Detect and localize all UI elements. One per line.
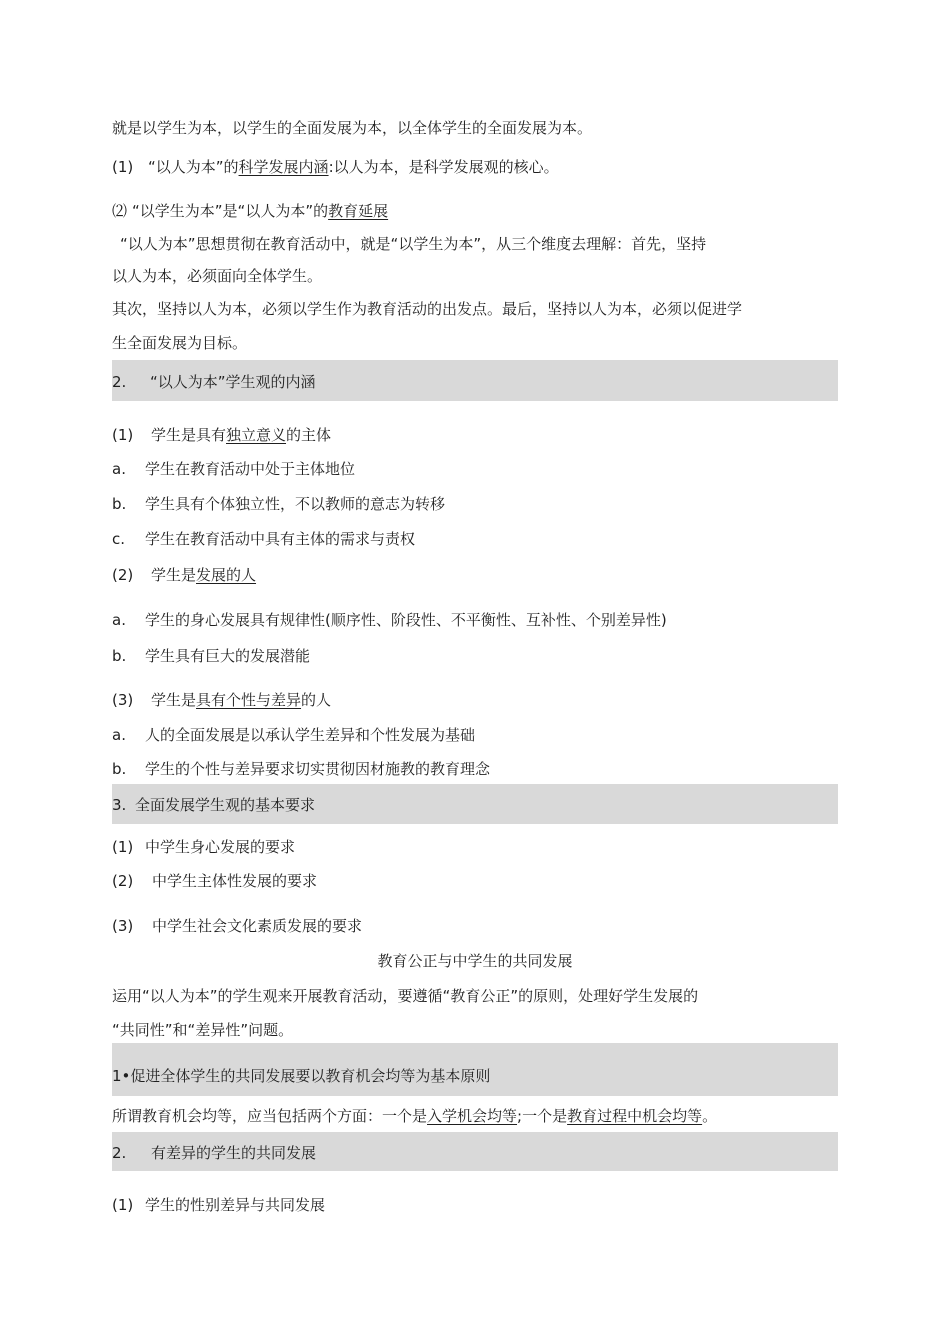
item-education-extension: ⑵ “以学生为本”是“以人为本”的教育延展 (112, 202, 389, 220)
underlined-term: 教育过程中机会均等 (567, 1107, 703, 1125)
underlined-term: 教育延展 (328, 202, 389, 220)
item-letter: a. (112, 460, 126, 478)
section-heading-band (112, 1043, 838, 1096)
list-item: (1) 中学生身心发展的要求 (112, 838, 296, 856)
section-heading: 2. “以人为本”学生观的内涵 (112, 373, 316, 391)
item-number: (2) (112, 566, 134, 584)
list-item: (3) 中学生社会文化素质发展的要求 (112, 917, 363, 935)
item-number: (3) (112, 691, 134, 709)
list-item: a. 人的全面发展是以承认学生差异和个性发展为基础 (112, 726, 476, 744)
list-item: a. 学生在教育活动中处于主体地位 (112, 460, 356, 478)
list-item: (2) 中学生主体性发展的要求 (112, 872, 318, 890)
underlined-term: 入学机会均等 (427, 1107, 518, 1125)
item-number: (2) (112, 872, 134, 890)
paragraph-line: 以人为本，必须面向全体学生。 (112, 267, 323, 285)
section-heading-band (112, 360, 838, 401)
list-item: (1) 学生的性别差异与共同发展 (112, 1196, 326, 1214)
item-letter: b. (112, 647, 127, 665)
paragraph-line: “以人为本”思想贯彻在教育活动中，就是“以学生为本”，从三个维度去理解：首先，坚持 (120, 235, 707, 253)
section-heading-band (112, 784, 838, 824)
item-number: (1) (112, 158, 134, 176)
section-title: 教育公正与中学生的共同发展 (377, 952, 573, 970)
paragraph-line: 运用“以人为本”的学生观来开展教育活动，要遵循“教育公正”的原则，处理好学生发展的 (112, 987, 699, 1005)
heading-number: 2. (112, 1144, 127, 1162)
list-item: b. 学生具有巨大的发展潜能 (112, 647, 311, 665)
item-science-development: (1) “以人为本”的科学发展内涵:以人为本，是科学发展观的核心。 (112, 158, 559, 176)
list-item: (3) 学生是具有个性与差异的人 (112, 691, 332, 709)
item-number: ⑵ (112, 202, 128, 220)
item-letter: b. (112, 495, 127, 513)
paragraph-line: 生全面发展为目标。 (112, 334, 248, 352)
list-item: a. 学生的身心发展具有规律性(顺序性、阶段性、不平衡性、互补性、个别差异性) (112, 611, 667, 629)
heading-number: 3. (112, 796, 127, 814)
list-item: b. 学生的个性与差异要求切实贯彻因材施教的教育理念 (112, 760, 491, 778)
item-letter: a. (112, 726, 126, 744)
underlined-term: 独立意义 (226, 426, 287, 444)
section-heading: 1•促进全体学生的共同发展要以教育机会均等为基本原则 (112, 1067, 491, 1085)
item-number: (1) (112, 426, 134, 444)
underlined-term: 发展的人 (196, 566, 257, 584)
section-heading: 3. 全面发展学生观的基本要求 (112, 796, 316, 814)
intro-line: 就是以学生为本，以学生的全面发展为本，以全体学生的全面发展为本。 (112, 119, 593, 137)
list-item: c. 学生在教育活动中具有主体的需求与责权 (112, 530, 416, 548)
paragraph-line: 所谓教育机会均等，应当包括两个方面：一个是入学机会均等;一个是教育过程中机会均等。 (112, 1107, 718, 1125)
list-item: (1) 学生是具有独立意义的主体 (112, 426, 332, 444)
item-letter: c. (112, 530, 126, 548)
underlined-term: 科学发展内涵 (238, 158, 329, 176)
section-heading: 2. 有差异的学生的共同发展 (112, 1144, 317, 1162)
section-heading-band (112, 1132, 838, 1171)
item-number: (1) (112, 838, 134, 856)
list-item: b. 学生具有个体独立性，不以教师的意志为转移 (112, 495, 446, 513)
item-number: (1) (112, 1196, 134, 1214)
item-number: (3) (112, 917, 134, 935)
underlined-term: 具有个性与差异 (196, 691, 302, 709)
list-item: (2) 学生是发展的人 (112, 566, 257, 584)
heading-number: 1• (112, 1067, 131, 1085)
heading-number: 2. (112, 373, 127, 391)
item-letter: a. (112, 611, 126, 629)
paragraph-line: “共同性”和“差异性”问题。 (112, 1021, 294, 1039)
paragraph-line: 其次，坚持以人为本，必须以学生作为教育活动的出发点。最后，坚持以人为本，必须以促进学 (112, 300, 743, 318)
item-letter: b. (112, 760, 127, 778)
